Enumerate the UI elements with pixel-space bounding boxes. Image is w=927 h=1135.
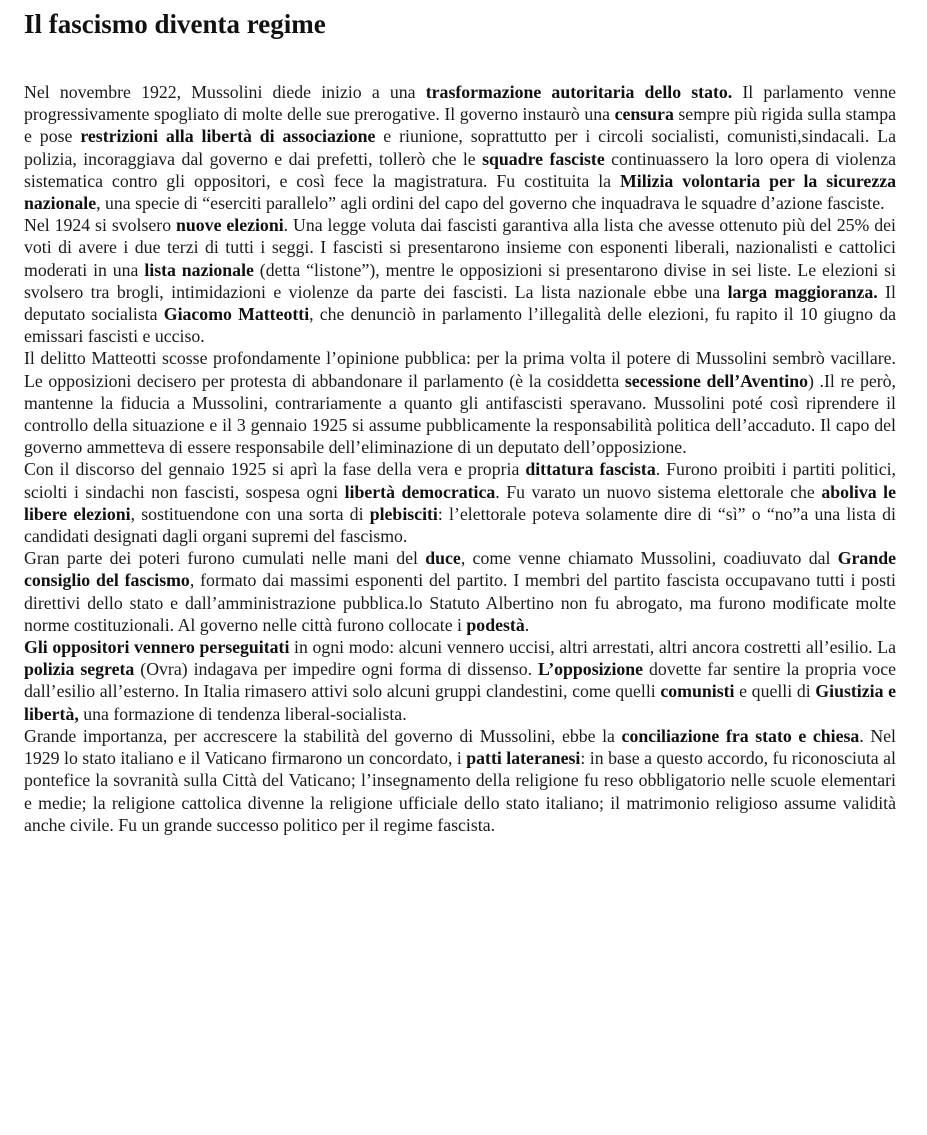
paragraph — [24, 458, 896, 547]
paragraph — [24, 347, 896, 458]
text-run: Nel novembre 1922, Mussolini diede inizio a una — [24, 82, 426, 102]
text-run: e riunione, soprattutto per i circoli socialisti, comunisti,sindacali. La polizia, incoraggiava dal governo e dai prefetti, tollerò che le — [24, 126, 896, 169]
text-run: , che denunciò in parlamento l’illegalità delle elezioni, fu rapito il 10 giugno da emissari fascisti e ucciso. — [24, 304, 896, 347]
text-run: Nel 1924 si svolsero — [24, 215, 177, 236]
bold-phrase: patti lateranesi — [466, 748, 581, 769]
text-run: : in base a questo accordo, fu riconosciuta al pontefice la sovranità sulla Città del Vaticano; l’insegnamento della religione fu reso obbligatorio nelle scuole elementari e medie; la religione cattolica divenne la religione ufficiale dello stato italiano; il matrimonio religioso assume validità anche civile. Fu un grande successo politico per il regime fascista. — [24, 748, 896, 835]
bold-phrase: larga maggioranza. — [727, 281, 878, 302]
document-page — [24, 6, 896, 836]
bold-phrase: duce — [425, 548, 461, 569]
bold-phrase: secessione dell’Aventino — [624, 370, 808, 391]
paragraph — [24, 214, 896, 347]
text-run: . Fu varato un nuovo sistema elettorale che — [495, 481, 822, 502]
bold-phrase: censura — [614, 104, 674, 125]
bold-phrase: libertà democratica — [344, 481, 496, 502]
bold-phrase: plebisciti — [369, 503, 438, 524]
bold-phrase: Milizia volontaria per la sicurezza nazionale — [24, 170, 897, 214]
paragraph — [24, 547, 896, 636]
text-run: (Ovra) indagava per impedire ogni forma di dissenso. — [134, 659, 538, 680]
bold-phrase: podestà — [466, 614, 525, 635]
bold-phrase: trasformazione autoritaria dello stato. — [425, 82, 733, 102]
text-run: in ogni modo: alcuni vennero uccisi, altri arrestati, altri ancora costretti all’esilio. La — [289, 637, 896, 658]
text-run: Il parlamento venne progressivamente spogliato di molte delle sue prerogative. Il governo instaurò una — [24, 82, 896, 125]
document-title: Il fascismo diventa regime — [24, 9, 326, 39]
text-run: . — [524, 614, 530, 635]
bold-phrase: conciliazione fra stato e chiesa — [621, 725, 860, 746]
paragraph — [24, 81, 896, 214]
bold-phrase: Giacomo Matteotti — [163, 304, 310, 325]
text-run: . Nel 1929 lo stato italiano e il Vaticano firmarono un concordato, i — [24, 725, 896, 769]
bold-phrase: polizia segreta — [24, 659, 135, 680]
text-run: Gran parte dei poteri furono cumulati nelle mani del — [24, 548, 426, 569]
text-run: Il delitto Matteotti scosse profondamente l’opinione pubblica: per la prima volta il potere di Mussolini sembrò vacillare. Le opposizioni decisero per protesta di abbandonare il parlamento (è la cosiddetta — [24, 348, 896, 391]
text-run: , una specie di “eserciti parallelo” agli ordini del capo del governo che inquadrava le squadre d’azione fasciste. — [96, 193, 885, 214]
paragraph — [24, 636, 896, 725]
text-run: (detta “listone”), mentre le opposizioni si presentarono divise in sei liste. Le elezioni si svolsero tra brogli, intimidazioni e violenze da parte dei fascisti. La lista nazionale ebbe una — [24, 259, 896, 302]
text-run: Grande importanza, per accrescere la stabilità del governo di Mussolini, ebbe la — [24, 725, 622, 746]
text-run: , come venne chiamato Mussolini, coadiuvato dal — [460, 548, 838, 569]
bold-phrase: lista nazionale — [144, 259, 254, 280]
paragraph — [24, 725, 896, 836]
text-run: . Furono proibiti i partiti politici, sciolti i sindachi non fascisti, sospesa ogni — [24, 459, 897, 502]
text-run: dovette far sentire la propria voce dall’esilio all’esterno. In Italia rimasero attivi solo alcuni gruppi clandestini, come quelli — [24, 659, 896, 702]
bold-phrase: comunisti — [660, 681, 735, 702]
bold-phrase: Grande consiglio del fascismo — [24, 548, 896, 591]
text-run: . Una legge voluta dai fascisti garantiva alla lista che avesse ottenuto più del 25% dei voti di avere i due terzi di tutti i seggi. I fascisti si presentarono insieme con esponenti liberali, nazionalisti e cattolici moderati in una — [24, 215, 896, 280]
text-run: , formato dai massimi esponenti del partito. I membri del partito fascista occupavano tutti i posti direttivi dello stato e dall’amministrazione pubblica.lo Statuto Albertino non fu abrogato, ma furono modificate molte norme costituzionali. Al governo nelle città furono collocate i — [24, 570, 896, 635]
bold-phrase: Giustizia e libertà, — [24, 681, 896, 724]
text-run: ) .Il re però, mantenne la fiducia a Mussolini, contrariamente a quanto gli antifascisti speravano. Mussolini poté così riprendere il controllo della situazione e il 3 gennaio 1925 si assume pubblicamente la responsabilità politica dell’accaduto. Il capo del governo ammetteva di essere responsabile dell’eliminazione di un deputato dell’opposizione. — [24, 370, 896, 458]
text-run: , sostituendone con una sorta di — [130, 503, 370, 524]
text-run: Con il discorso del gennaio 1925 si aprì la fase della vera e propria — [24, 459, 526, 480]
text-run: una formazione di tendenza liberal-socialista. — [78, 703, 407, 724]
text-run: e quelli di — [734, 681, 816, 702]
bold-phrase: aboliva le libere elezioni — [24, 481, 896, 524]
bold-phrase: dittatura fascista — [525, 459, 656, 480]
bold-phrase: nuove elezioni — [176, 215, 284, 236]
text-run: Il deputato socialista — [24, 281, 896, 325]
text-run: sempre più rigida sulla stampa e pose — [24, 104, 897, 147]
bold-phrase: Gli oppositori vennero perseguitati — [24, 637, 290, 658]
document-body — [24, 81, 896, 836]
bold-phrase: L’opposizione — [537, 659, 644, 680]
bold-phrase: restrizioni alla libertà di associazione — [80, 126, 376, 147]
bold-phrase: squadre fasciste — [482, 148, 605, 169]
text-run: : l’elettorale poteva solamente dire di “sì” o “no”a una lista di candidati designati dagli organi supremi del fascismo. — [24, 503, 896, 547]
text-run: continuassero la loro opera di violenza sistematica contro gli oppositori, e così fece la magistratura. Fu costituita la — [24, 148, 897, 191]
